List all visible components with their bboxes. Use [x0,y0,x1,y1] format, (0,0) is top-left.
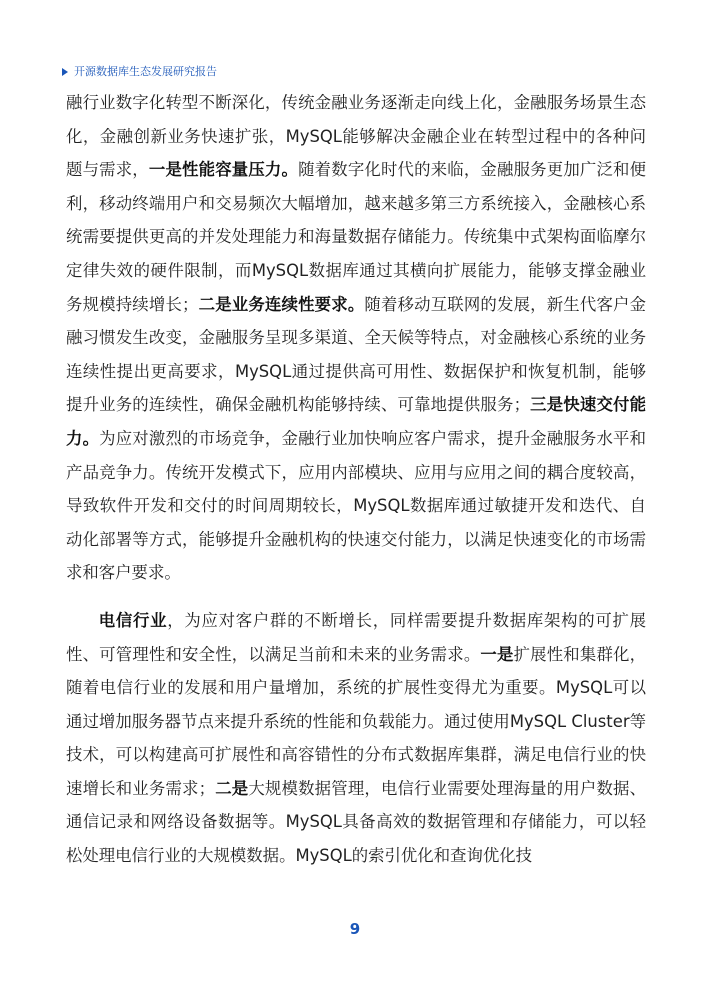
text-run: 随着数字化时代的来临，金融服务更加广泛和便利，移动终端用户和交易频次大幅增加，越来越多第三方系统接入，金融核心系统需要提供更高的并发处理能力和海量数据存储能力。传统集中式架构面临摩尔定律失效的硬件限制，而MySQL数据库通过其横向扩展能力，能够支撑金融业务规模持续增长； [66,160,647,314]
running-header-title: 开源数据库生态发展研究报告 [74,65,217,78]
body-text [66,86,646,873]
text-run: ，为应对客户群的不断增长，同样需要提升数据库架构的可扩展性、可管理性和安全性，以满足当前和未来的业务需求。 [66,610,647,664]
bold-heading-telecom: 电信行业 [98,610,168,630]
text-run: 大规模数据管理，电信行业需要处理海量的用户数据、通信记录和网络设备数据等。MySQL具备高效的数据管理和存储能力，可以轻松处理电信行业的大规模数据。MySQL的索引优化和查询优化技 [66,778,647,866]
paragraph-telecom [66,604,646,873]
text-run: 随着移动互联网的发展，新生代客户金融习惯发生改变，金融服务呈现多渠道、全天候等特点，对金融核心系统的业务连续性提出更高要求，MySQL通过提供高可用性、数据保护和恢复机制，能够提升业务的连续性，确保金融机构能够持续、可靠地提供服务； [66,294,647,415]
triangle-bullet-icon [62,68,68,76]
bold-point-2: 二是 [215,778,249,798]
running-header [62,64,217,80]
bold-point-3: 三是快速交付能力。 [66,395,647,448]
page-number: 9 [349,920,361,938]
bold-point-1: 一是性能容量压力。 [148,160,299,180]
text-run: 融行业数字化转型不断深化，传统金融业务逐渐走向线上化，金融服务场景生态化，金融创新业务快速扩张，MySQL能够解决金融企业在转型过程中的各种问题与需求， [66,93,646,180]
paragraph-finance [66,86,646,590]
bold-point-1: 一是 [480,644,514,664]
bold-point-2: 二是业务连续性要求。 [198,294,365,314]
text-run: 扩展性和集群化，随着电信行业的发展和用户量增加，系统的扩展性变得尤为重要。MySQL可以通过增加服务器节点来提升系统的性能和负载能力。通过使用MySQL Cluster等技术，可以构建高可扩展性和高容错性的分布式数据库集群，满足电信行业的快速增长和业务需求； [66,644,647,798]
text-run: 为应对激烈的市场竞争，金融行业加快响应客户需求，提升金融服务水平和产品竞争力。传统开发模式下，应用内部模块、应用与应用之间的耦合度较高，导致软件开发和交付的时间周期较长，MySQL数据库通过敏捷开发和迭代、自动化部署等方式，能够提升金融机构的快速交付能力，以满足快速变化的市场需求和客户要求。 [66,428,647,583]
